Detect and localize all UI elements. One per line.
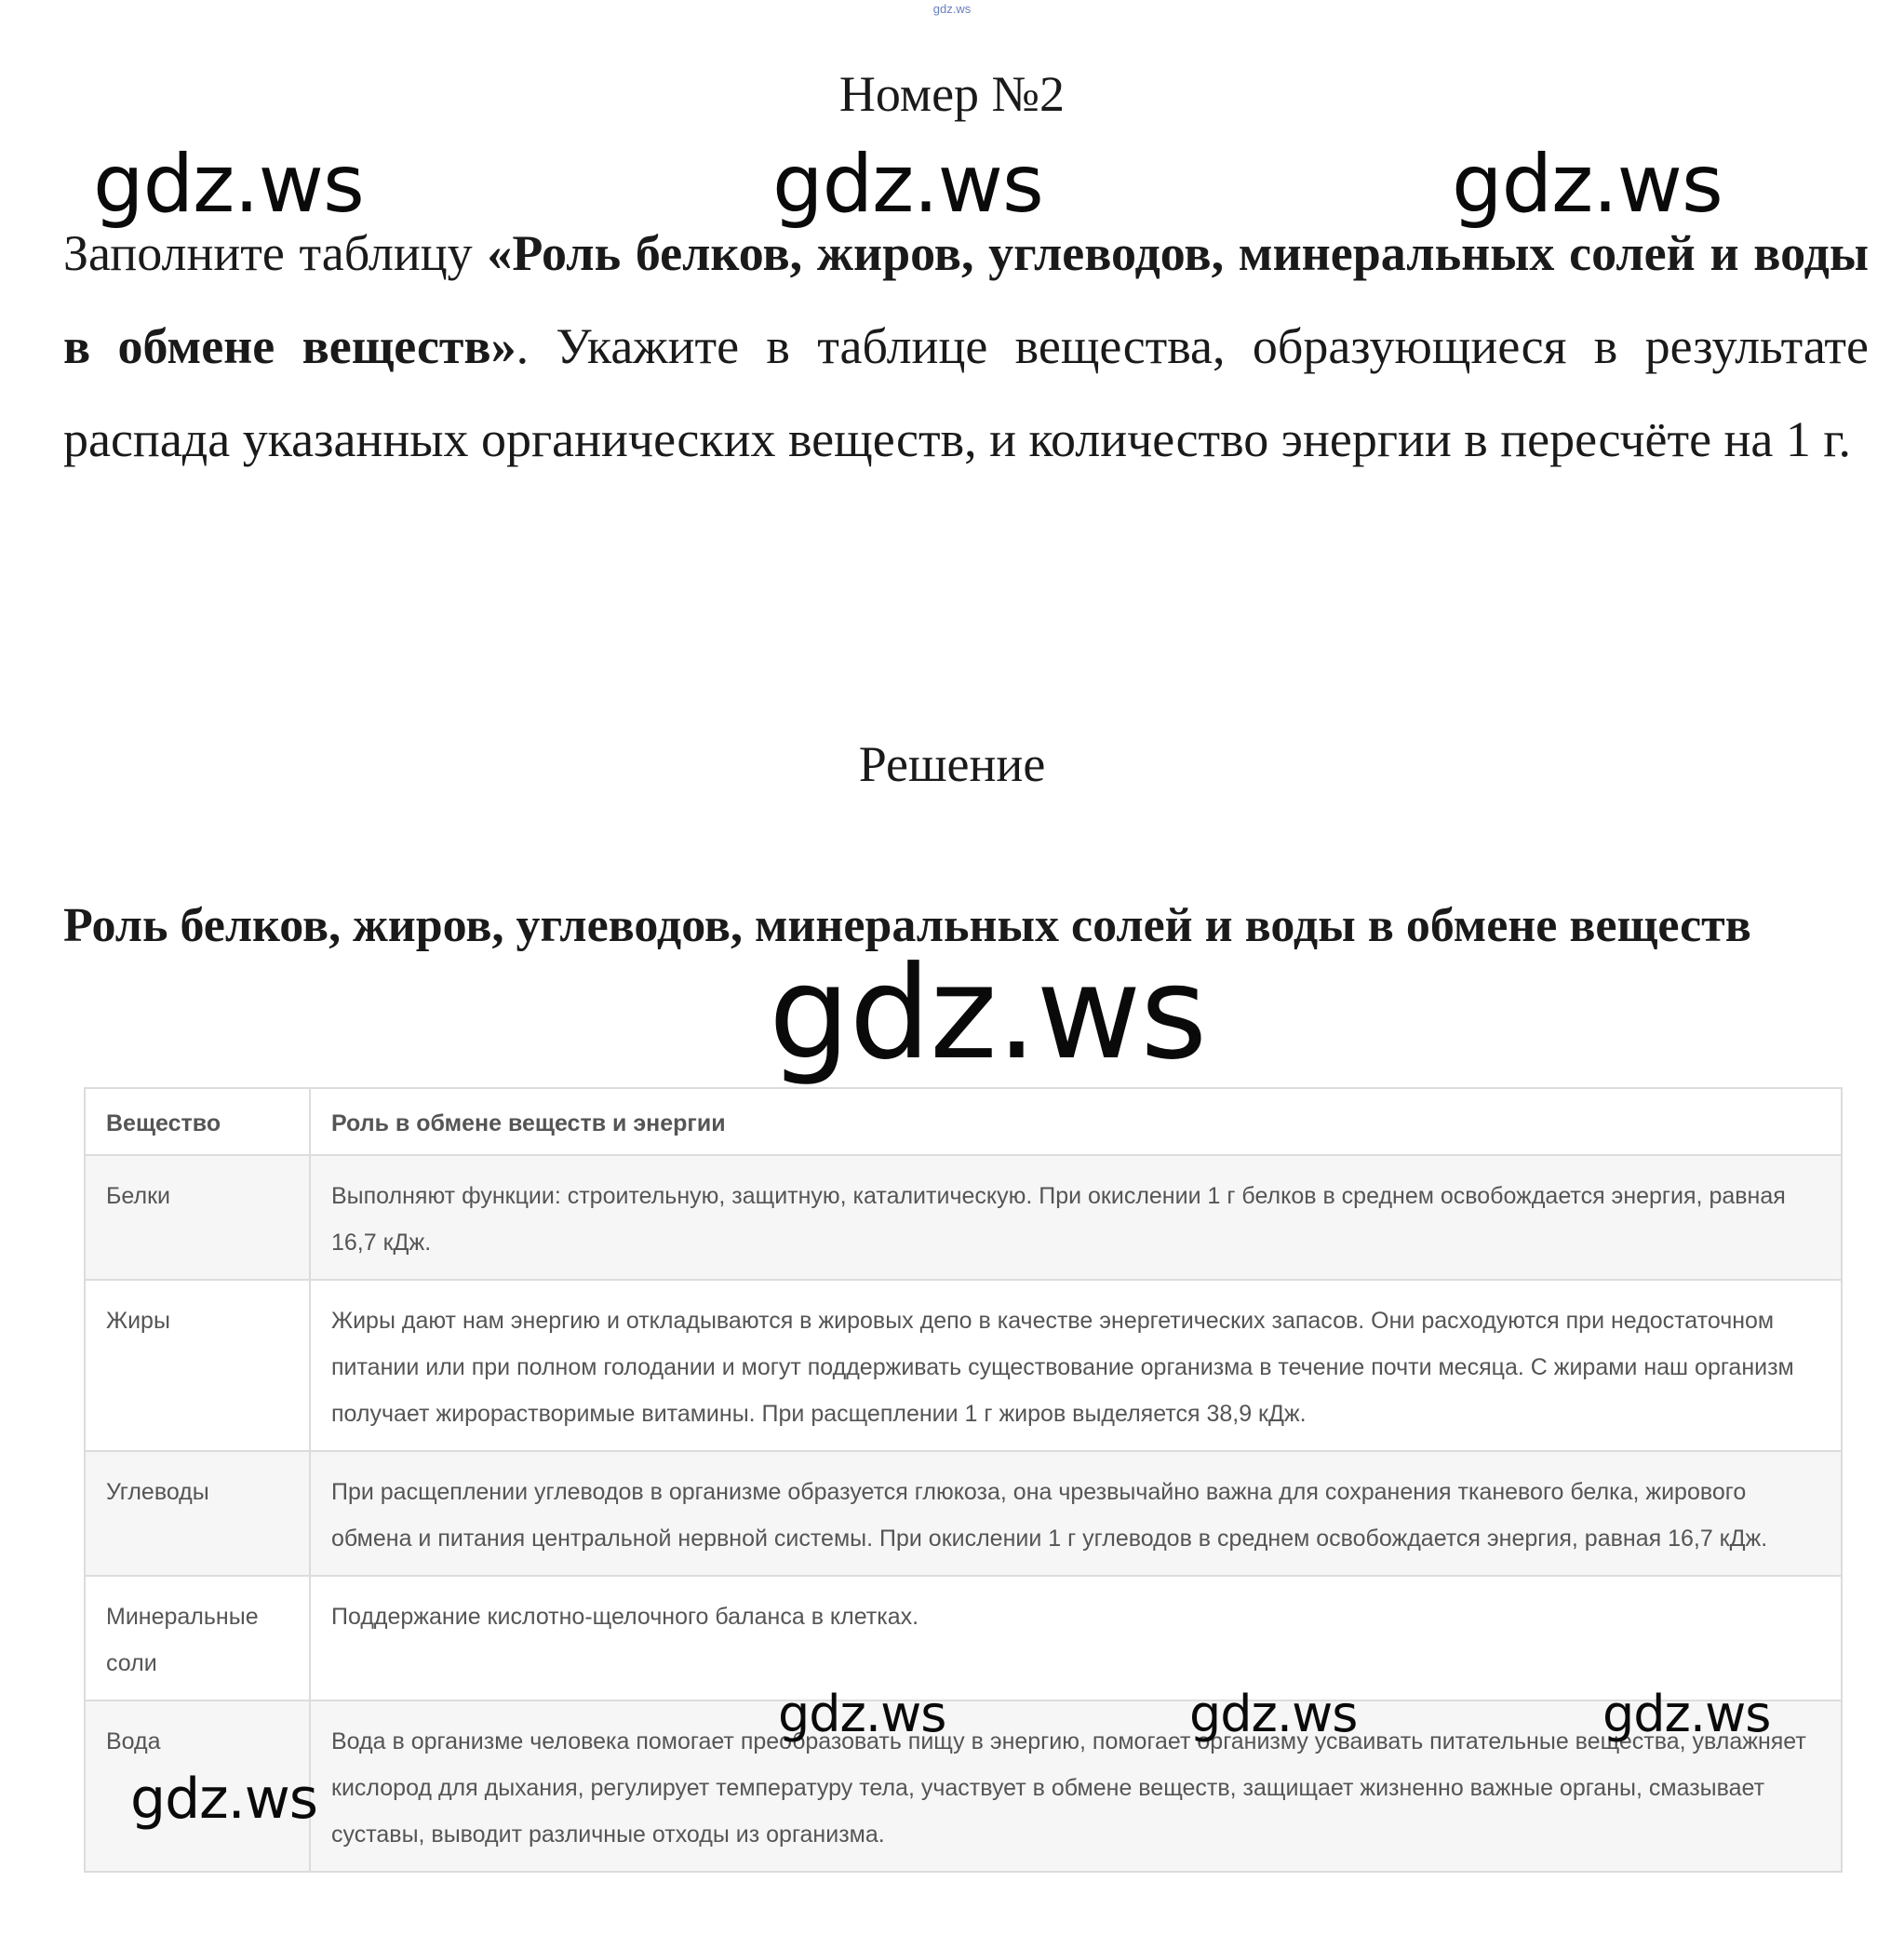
role-cell: Вода в организме человека помогает преобразовать пищу в энергию, помогает организму усваивать питательные вещества, увлажняет кислород для дыхания, регулирует температуру тела, участвует в обмене веществ, защищает жизненно важные органы, смазывает суставы, выводит различные отходы из организма.	[310, 1700, 1842, 1872]
watermark: gdz.ws	[1452, 138, 1723, 231]
task-statement	[63, 207, 1869, 486]
table-row	[85, 1576, 1842, 1700]
role-cell: Поддержание кислотно-щелочного баланса в клетках.	[310, 1576, 1842, 1700]
watermark: gdz.ws	[1602, 1685, 1771, 1743]
substance-cell: Жиры	[85, 1280, 310, 1451]
table-header-row	[85, 1088, 1842, 1155]
table-row	[85, 1451, 1842, 1576]
table-row	[85, 1280, 1842, 1451]
task-number: Номер №2	[838, 66, 1066, 122]
task-rest: . Укажите в таблице вещества, образующиеся в результате распада указанных органических веществ, и количество энергии в пересчёте на 1 г.	[63, 318, 1869, 467]
watermark: gdz.ws	[1189, 1685, 1358, 1743]
watermark: gdz.ws	[778, 1685, 946, 1743]
watermark: gdz.ws	[772, 138, 1043, 231]
watermark: gdz.ws	[130, 1767, 318, 1832]
header-substance: Вещество	[85, 1088, 310, 1155]
table-title: Роль белков, жиров, углеводов, минеральных солей и воды в обмене веществ	[63, 899, 1751, 952]
substance-cell: Вода	[85, 1700, 310, 1872]
substance-cell: Минеральные соли	[85, 1576, 310, 1700]
solution-label: Решение	[858, 736, 1046, 792]
task-intro: Заполните таблицу	[63, 225, 488, 281]
roles-table	[84, 1087, 1843, 1873]
task-table-name: «Роль белков, жиров, углеводов, минеральных солей и воды в обмене веществ»	[63, 225, 1870, 374]
substance-cell: Белки	[85, 1155, 310, 1280]
site-mark: gdz.ws	[932, 2, 972, 16]
watermark: gdz.ws	[769, 938, 1207, 1088]
table-row	[85, 1155, 1842, 1280]
role-cell: При расщеплении углеводов в организме образуется глюкоза, она чрезвычайно важна для сохранения тканевого белка, жирового обмена и питания центральной нервной системы. При окислении 1 г углеводов в среднем освобождается энергия, равная 16,7 кДж.	[310, 1451, 1842, 1576]
role-cell: Жиры дают нам энергию и откладываются в жировых депо в качестве энергетических запасов. Они расходуются при недостаточном питании или при полном голодании и могут поддерживать существование организма в течение почти месяца. С жирами наш организм получает жирорастворимые витамины. При расщеплении 1 г жиров выделяется 38,9 кДж.	[310, 1280, 1842, 1451]
substance-cell: Углеводы	[85, 1451, 310, 1576]
watermark: gdz.ws	[93, 138, 364, 231]
header-role: Роль в обмене веществ и энергии	[310, 1088, 1842, 1155]
role-cell: Выполняют функции: строительную, защитную, каталитическую. При окислении 1 г белков в среднем освобождается энергия, равная 16,7 кДж.	[310, 1155, 1842, 1280]
table-row	[85, 1700, 1842, 1872]
